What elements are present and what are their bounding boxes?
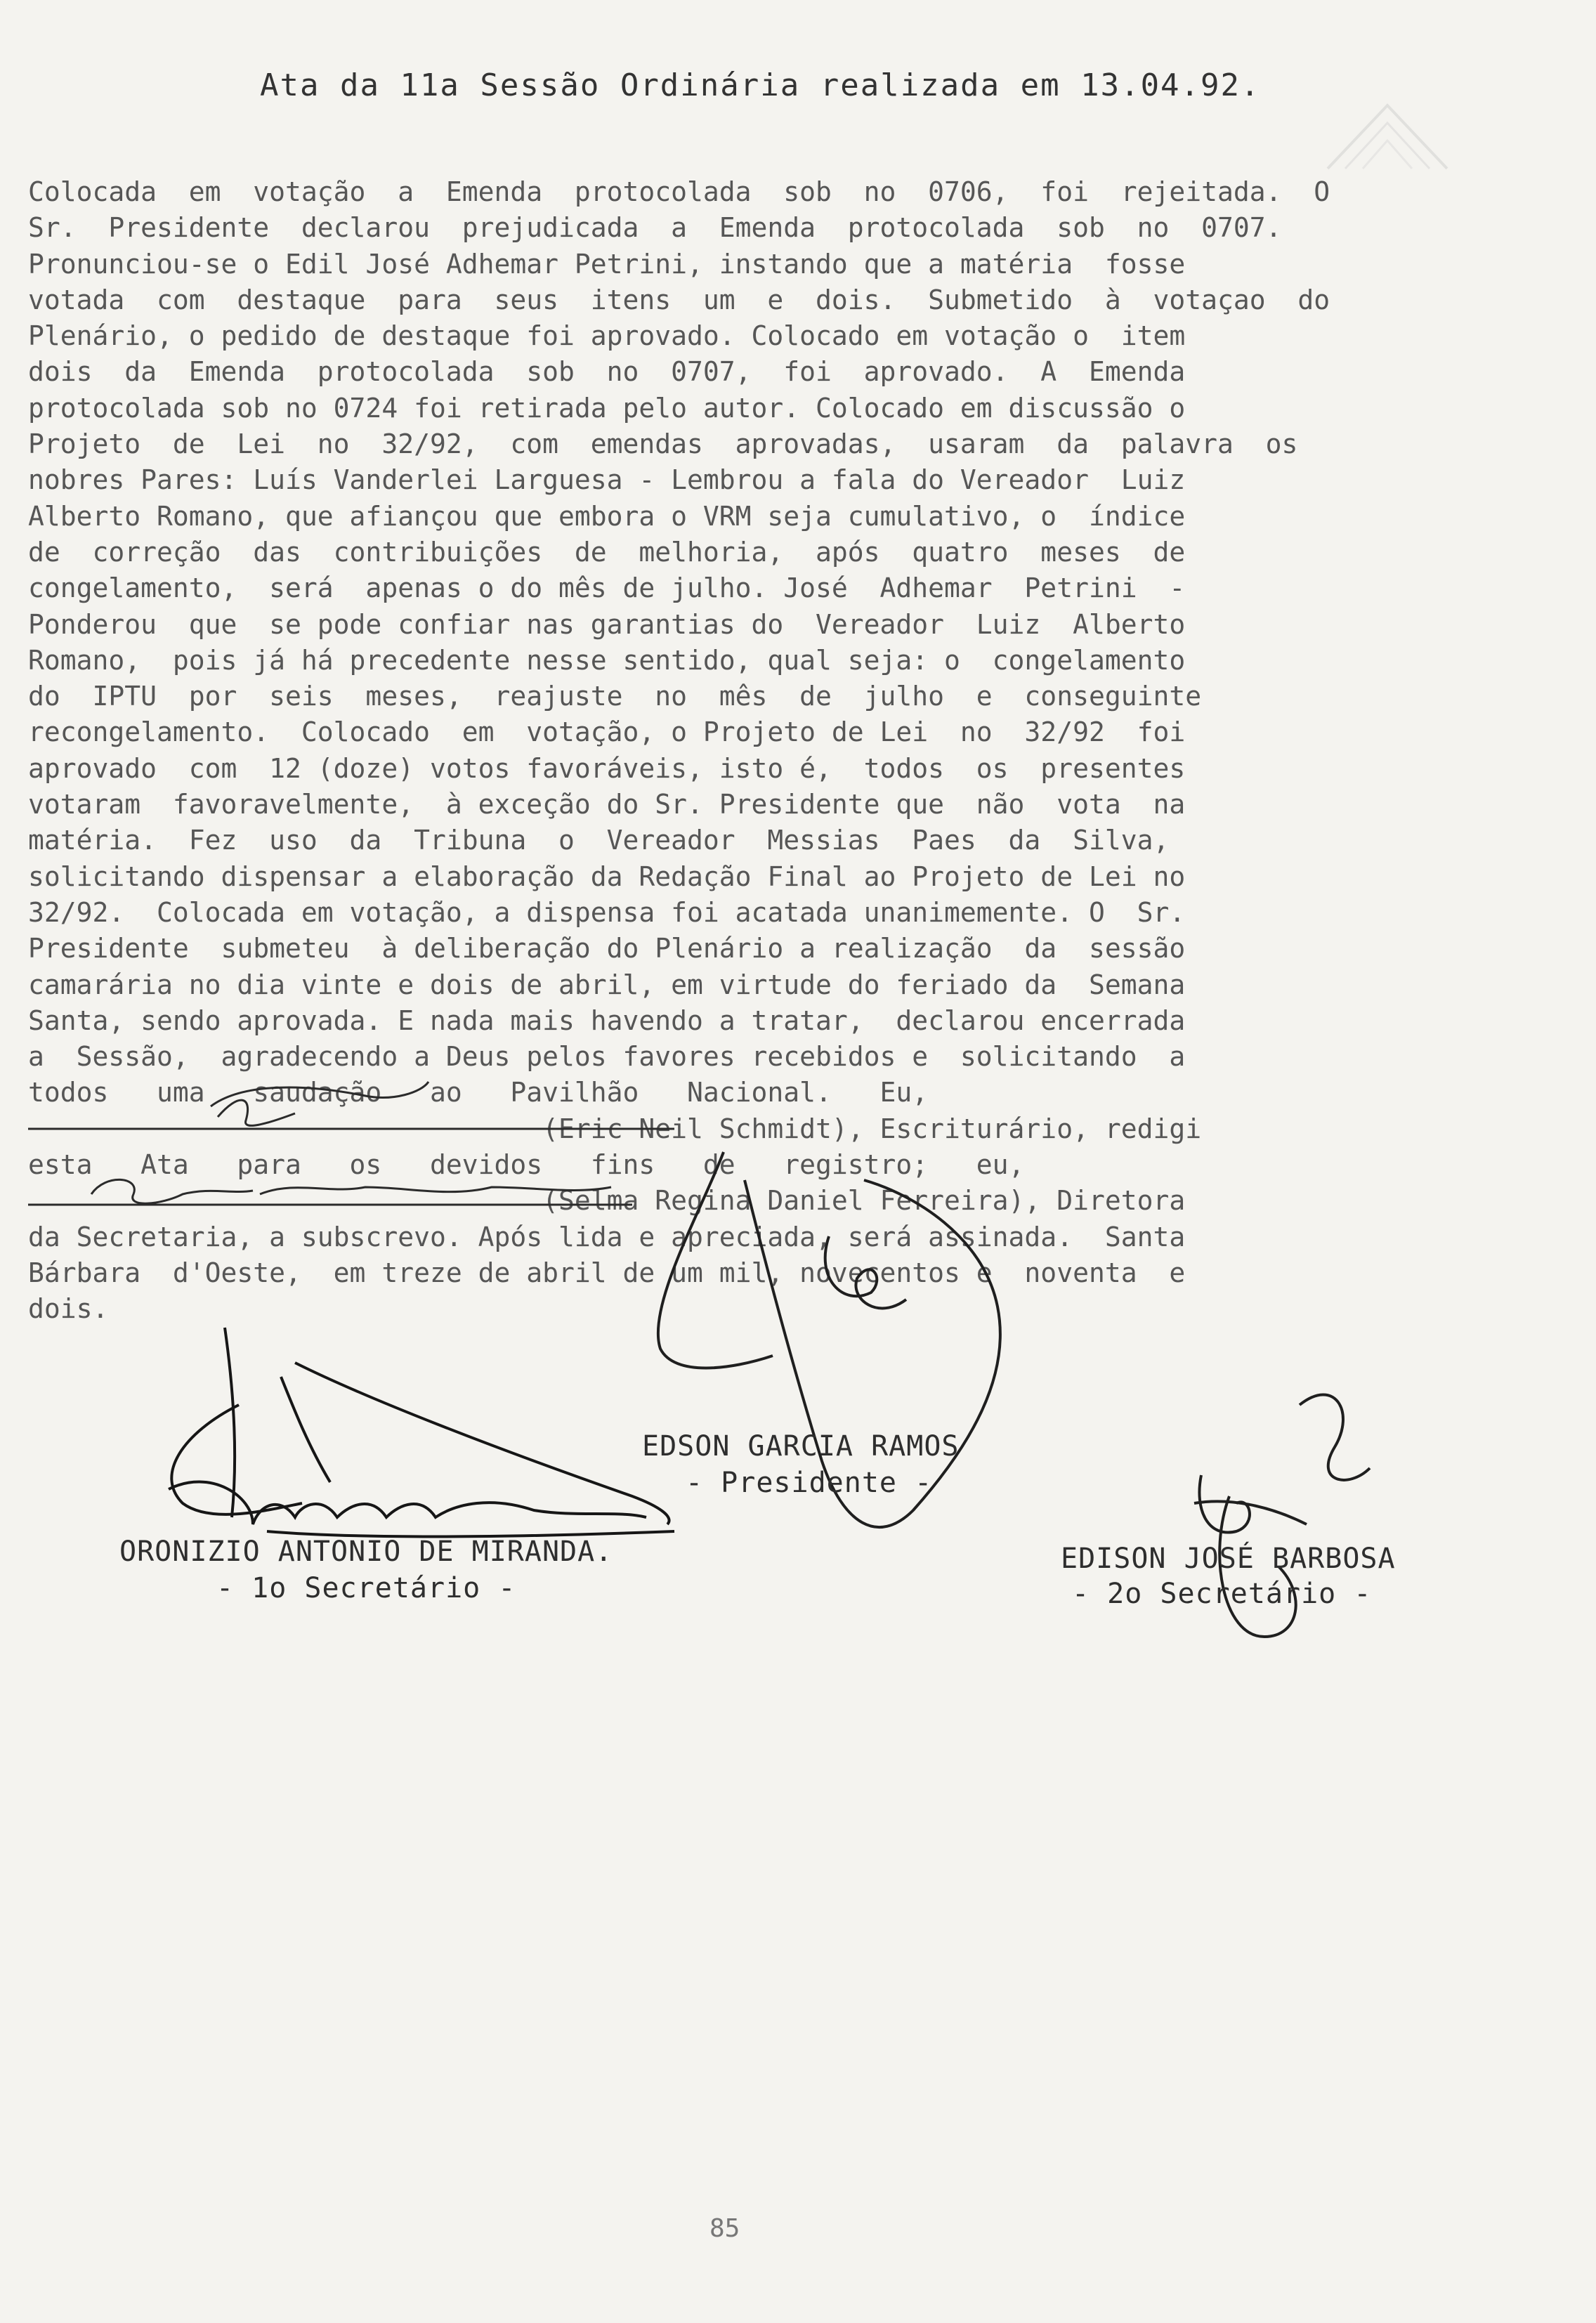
body-line: dois da Emenda protocolada sob no 0707, foi aprovado. A Emenda (28, 356, 1186, 388)
body-line: Projeto de Lei no 32/92, com emendas aprovadas, usaram da palavra os (28, 428, 1298, 460)
body-line: (Selma Regina Daniel Ferreira), Diretora (28, 1185, 1186, 1217)
body-line: Presidente submeteu à deliberação do Plenário a realização da sessão (28, 933, 1186, 964)
first-secretary-name: ORONIZIO ANTONIO DE MIRANDA. (119, 1536, 613, 1568)
body-line: Pronunciou-se o Edil José Adhemar Petrini, instando que a matéria fosse (28, 248, 1186, 280)
body-line: Santa, sendo aprovada. E nada mais havendo a tratar, declarou encerrada (28, 1005, 1186, 1036)
page-number: 85 (709, 2214, 740, 2243)
body-line: do IPTU por seis meses, reajuste no mês de julho e conseguinte (28, 681, 1202, 712)
second-secretary-name: EDISON JOSÉ BARBOSA (1061, 1543, 1396, 1575)
body-line: matéria. Fez uso da Tribuna o Vereador Messias Paes da Silva, (28, 825, 1170, 856)
body-line: da Secretaria, a subscrevo. Após lida e apreciada, será assinada. Santa (28, 1221, 1186, 1252)
body-line: Colocada em votação a Emenda protocolada sob no 0706, foi rejeitada. O (28, 176, 1330, 207)
body-line: Plenário, o pedido de destaque foi aprovado. Colocado em votação o item (28, 320, 1186, 352)
body-line: Bárbara d'Oeste, em treze de abril de um mil, novecentos e noventa e (28, 1257, 1186, 1288)
body-line: aprovado com 12 (doze) votos favoráveis, isto é, todos os presentes (28, 752, 1186, 784)
body-line: votada com destaque para seus itens um e dois. Submetido à votaçao do (28, 284, 1330, 315)
body-line: (Eric Neil Schmidt), Escriturário, redigi (28, 1113, 1202, 1144)
body-line: votaram favoravelmente, à exceção do Sr. Presidente que não vota na (28, 789, 1186, 820)
body-line: dois. (28, 1293, 109, 1325)
body-line: 32/92. Colocada em votação, a dispensa foi acatada unanimemente. O Sr. (28, 896, 1186, 928)
body-line: de correção das contribuições de melhoria, após quatro meses de (28, 536, 1186, 568)
body-line: camarária no dia vinte e dois de abril, em virtude do feriado da Semana (28, 969, 1186, 1000)
second-secretary-role: - 2o Secretário - (1072, 1578, 1372, 1610)
body-line: todos uma saudação ao Pavilhão Nacional. Eu, (28, 1077, 929, 1108)
body-line: a Sessão, agradecendo a Deus pelos favores recebidos e solicitando a (28, 1041, 1186, 1073)
minutes-body-text (28, 174, 1559, 1328)
signature-first-secretary (169, 1328, 674, 1537)
body-line: Ponderou que se pode confiar nas garantias do Vereador Luiz Alberto (28, 608, 1186, 640)
body-line: congelamento, será apenas o do mês de julho. José Adhemar Petrini - (28, 572, 1186, 604)
body-line: Romano, pois já há precedente nesse sentido, qual seja: o congelamento (28, 644, 1186, 676)
president-role: - Presidente - (686, 1467, 933, 1499)
body-line: solicitando dispensar a elaboração da Redação Final ao Projeto de Lei no (28, 861, 1186, 892)
body-line: protocolada sob no 0724 foi retirada pelo autor. Colocado em discussão o (28, 392, 1186, 424)
body-line: recongelamento. Colocado em votação, o Projeto de Lei no 32/92 foi (28, 716, 1186, 748)
document-title: Ata da 11a Sessão Ordinária realizada em 13.04.92. (260, 67, 1261, 103)
president-name: EDSON GARCIA RAMOS (642, 1430, 960, 1462)
body-line: nobres Pares: Luís Vanderlei Larguesa - Lembrou a fala do Vereador Luiz (28, 464, 1186, 496)
first-secretary-role: - 1o Secretário - (216, 1572, 516, 1604)
body-line: Sr. Presidente declarou prejudicada a Emenda protocolada sob no 0707. (28, 212, 1282, 244)
body-line: esta Ata para os devidos fins de registro; eu, (28, 1149, 1025, 1181)
body-line: Alberto Romano, que afiançou que embora o VRM seja cumulativo, o índice (28, 500, 1186, 532)
